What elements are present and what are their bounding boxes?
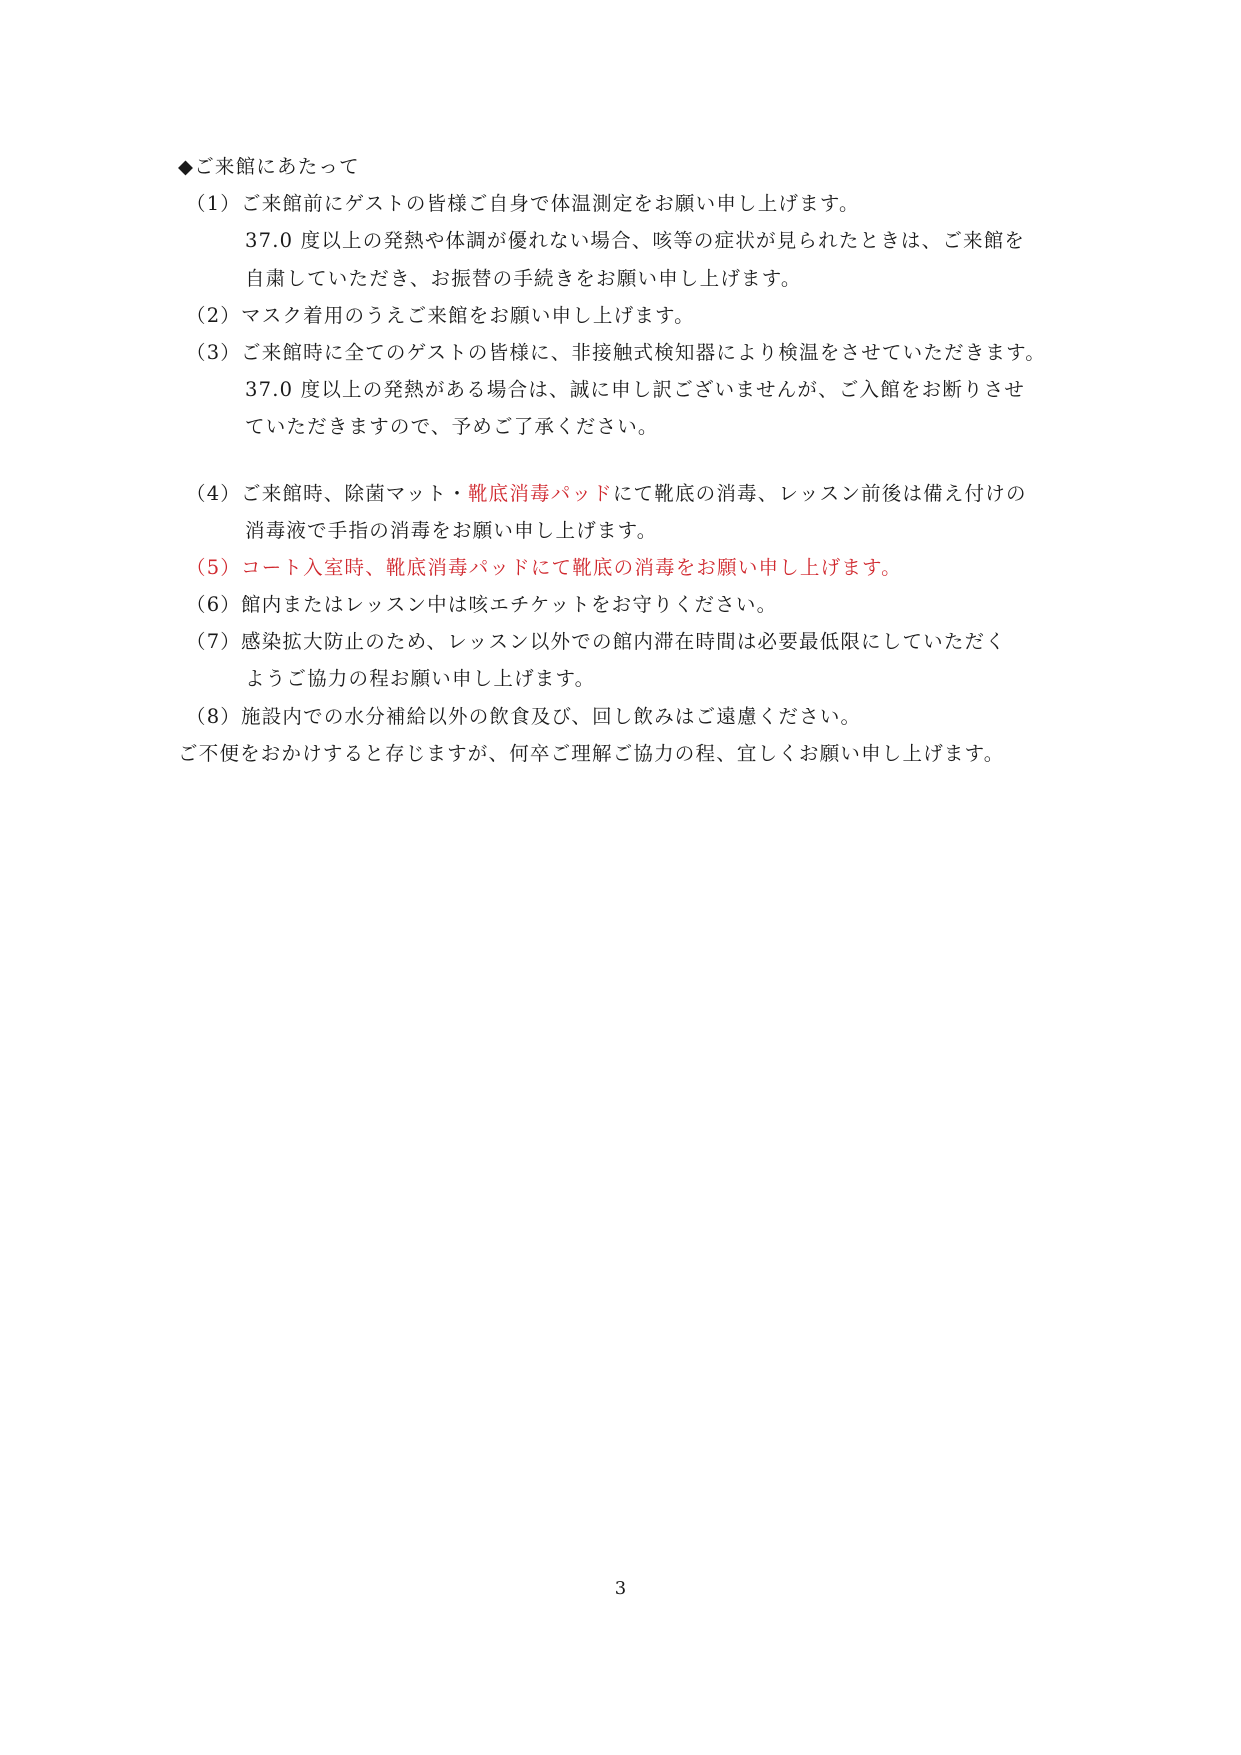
item-text: にて靴底の消毒、レッスン前後は備え付けの — [612, 481, 1027, 505]
item-text: 感染拡大防止のため、レッスン以外での館内滞在時間は必要最低限にしていただく — [241, 630, 1006, 654]
list-item-5 — [178, 549, 1078, 586]
list-item-3-continuation: ていただきますので、予めご了承ください。 — [245, 415, 659, 439]
list-item-1-continuation: 37.0 度以上の発熱や体調が優れない場合、咳等の症状が見られたときは、ご来館を — [245, 229, 1026, 253]
item-number: （6） — [186, 593, 242, 617]
item-number: （5） — [186, 555, 242, 579]
list-item-2 — [178, 297, 1078, 334]
item-text: ご来館時に全てのゲストの皆様に、非接触式検知器により検温をさせていただきます。 — [241, 340, 1046, 364]
list-item-4-continuation: 消毒液で手指の消毒をお願い申し上げます。 — [245, 518, 658, 542]
item-text: マスク着用のうえご来館をお願い申し上げます。 — [241, 303, 695, 327]
section-spacer — [178, 446, 1078, 475]
list-item-1 — [178, 185, 1078, 222]
list-item-3-continuation: 37.0 度以上の発熱がある場合は、誠に申し訳ございませんが、ご入館をお断りさせ — [245, 378, 1026, 402]
list-item-7 — [178, 623, 1078, 660]
list-item-3 — [178, 334, 1078, 371]
item-number: （1） — [186, 192, 242, 216]
item-number: （7） — [186, 630, 242, 654]
list-item-1-continuation: 自粛していただき、お振替の手続きをお願い申し上げます。 — [245, 266, 802, 290]
item-text: ご来館前にゲストの皆様ご自身で体温測定をお願い申し上げます。 — [241, 192, 860, 216]
list-item-6 — [178, 586, 1078, 623]
item-number: （4） — [186, 481, 242, 505]
document-body — [178, 148, 1078, 772]
list-item-4 — [178, 475, 1078, 512]
item-text: コート入室時、靴底消毒パッドにて靴底の消毒をお願い申し上げます。 — [241, 555, 902, 579]
page-number: 3 — [614, 1578, 627, 1599]
item-number: （3） — [186, 340, 242, 364]
item-number: （8） — [186, 704, 242, 728]
highlighted-text: 靴底消毒パッド — [467, 481, 613, 505]
closing-remark: ご不便をおかけすると存じますが、何卒ご理解ご協力の程、宜しくお願い申し上げます。 — [178, 741, 1005, 765]
item-text: 施設内での水分補給以外の飲食及び、回し飲みはご遠慮ください。 — [241, 704, 862, 728]
item-number: （2） — [186, 303, 242, 327]
item-text: ご来館時、除菌マット・ — [241, 481, 468, 505]
list-item-7-continuation: ようご協力の程お願い申し上げます。 — [245, 667, 596, 691]
item-text: 館内またはレッスン中は咳エチケットをお守りください。 — [241, 593, 778, 617]
section-heading: ◆ご来館にあたって — [178, 155, 360, 178]
list-item-8 — [178, 698, 1078, 735]
